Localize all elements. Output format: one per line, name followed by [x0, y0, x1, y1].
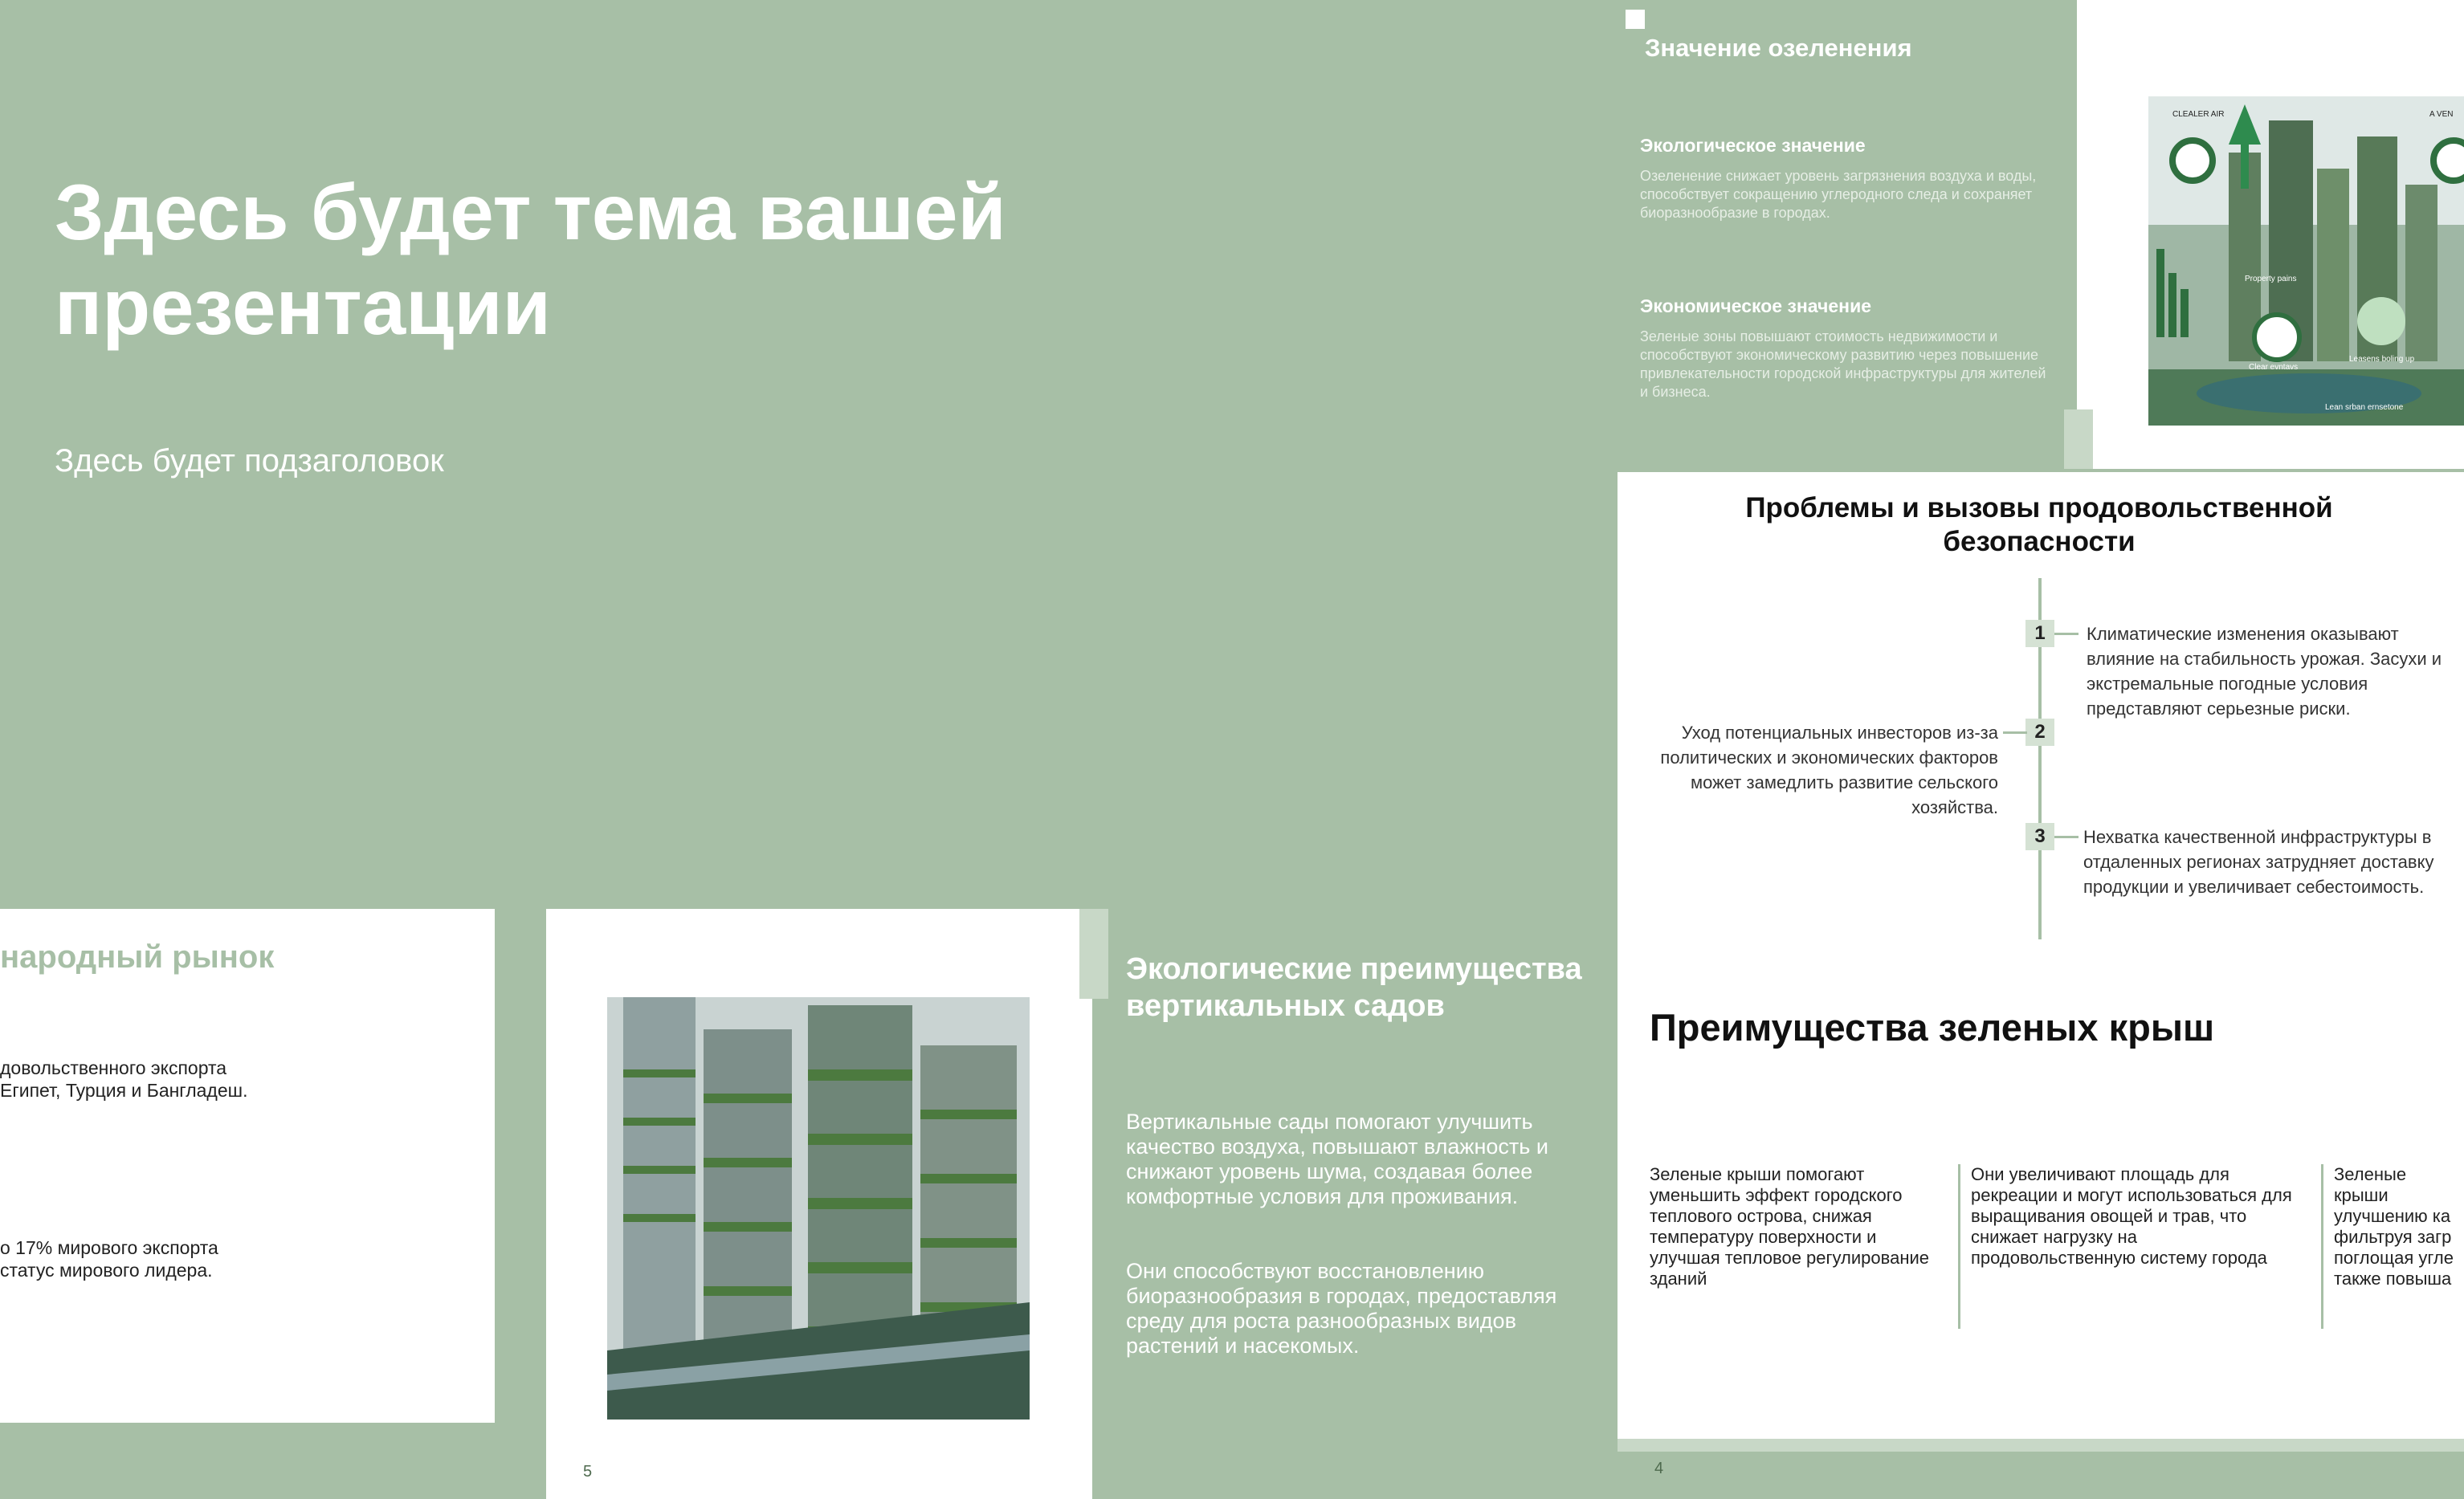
- slide-footer-strip: [1618, 1439, 2464, 1452]
- corner-marker: [1626, 10, 1645, 29]
- vertical-garden-image: [607, 997, 1030, 1420]
- market-text-2: о 17% мирового экспорта статус мирового лидера.: [0, 1237, 218, 1281]
- page-number: 5: [583, 1463, 593, 1481]
- column-divider: [2321, 1164, 2323, 1329]
- eco-heading: Экологическое значение: [1640, 135, 1866, 156]
- roofs-col-3: Зеленые крыши улучшению ка фильтруя загр поглощая угле также повыша: [2334, 1164, 2454, 1289]
- timeline-text-1: Климатические изменения оказывают влияние на стабильность урожая. Засухи и экстремальные погодные условия представляют серьезные риски.: [2087, 624, 2442, 719]
- accent-strip: [2064, 409, 2093, 469]
- infographic-label-f: Lean srban ernsetone: [2325, 403, 2404, 412]
- eco-benefits-paragraph-1: Вертикальные сады помогают улучшить качество воздуха, повышают влажность и снижают уровень шума, создавая более комфортные условия для проживания.: [1126, 1110, 1548, 1208]
- hero-subtitle: Здесь будет подзаголовок: [55, 443, 444, 479]
- timeline-number-1: 1: [2025, 620, 2054, 647]
- market-slide[interactable]: [0, 909, 495, 1423]
- column-divider: [1958, 1164, 1960, 1329]
- econ-heading: Экономическое значение: [1640, 295, 1871, 316]
- infographic-label-e: Leasens boling up: [2349, 355, 2415, 364]
- infographic-label-d: Clear evntavs: [2249, 363, 2299, 372]
- infographic-label-c: Property pains: [2245, 275, 2297, 283]
- timeline-number-2: 2: [2025, 719, 2054, 746]
- infographic-label-a: CLEALER AIR: [2172, 110, 2225, 119]
- eco-benefits-paragraph-2: Они способствуют восстановлению биоразнообразия в городах, предоставляя среду для роста разнообразных видов растений и насекомых.: [1126, 1259, 1557, 1358]
- problems-title: Проблемы и вызовы продовольственной безопасности: [1745, 492, 2333, 557]
- market-text-1: довольственного экспорта Египет, Турция и Бангладеш.: [0, 1057, 248, 1101]
- accent-strip: [1079, 909, 1108, 999]
- market-title: народный рынок: [0, 939, 275, 975]
- page-number: 4: [1654, 1460, 1664, 1477]
- hero-title: Здесь будет тема вашей презентации: [55, 168, 1006, 351]
- city-infographic-image: [2148, 96, 2464, 426]
- roofs-title: Преимущества зеленых крыш: [1650, 1006, 2215, 1049]
- timeline-connector: [2003, 731, 2027, 734]
- infographic-label-b: A VEN: [2429, 110, 2454, 119]
- timeline-connector: [2054, 633, 2078, 635]
- econ-text: Зеленые зоны повышают стоимость недвижимости и способствуют экономическому развитию через повышение привлекательности городской инфраструктуры для жителей и бизнеса.: [1640, 328, 2046, 400]
- roofs-col-2: Они увеличивают площадь для рекреации и могут использоваться для выращивания овощей и трав, что снижает нагрузку на продовольственную систему города: [1971, 1164, 2292, 1268]
- timeline-number-3: 3: [2025, 823, 2054, 850]
- timeline-text-3: Нехватка качественной инфраструктуры в отдаленных регионах затрудняет доставку продукции и увеличивает себестоимость.: [2083, 827, 2434, 897]
- value-slide-title: Значение озеленения: [1645, 34, 1912, 62]
- eco-text: Озеленение снижает уровень загрязнения воздуха и воды, способствует сокращению углеродного следа и сохраняет биоразнообразие в городах.: [1640, 168, 2037, 221]
- timeline-text-2: Уход потенциальных инвесторов из-за политических и экономических факторов может замедлить развитие сельского хозяйства.: [1660, 723, 1998, 817]
- eco-benefits-title: Экологические преимущества вертикальных садов: [1126, 952, 1582, 1023]
- timeline-connector: [2054, 836, 2078, 838]
- roofs-col-1: Зеленые крыши помогают уменьшить эффект городского теплового острова, снижая температуру поверхности и улучшая тепловое регулирование зданий: [1650, 1164, 1930, 1289]
